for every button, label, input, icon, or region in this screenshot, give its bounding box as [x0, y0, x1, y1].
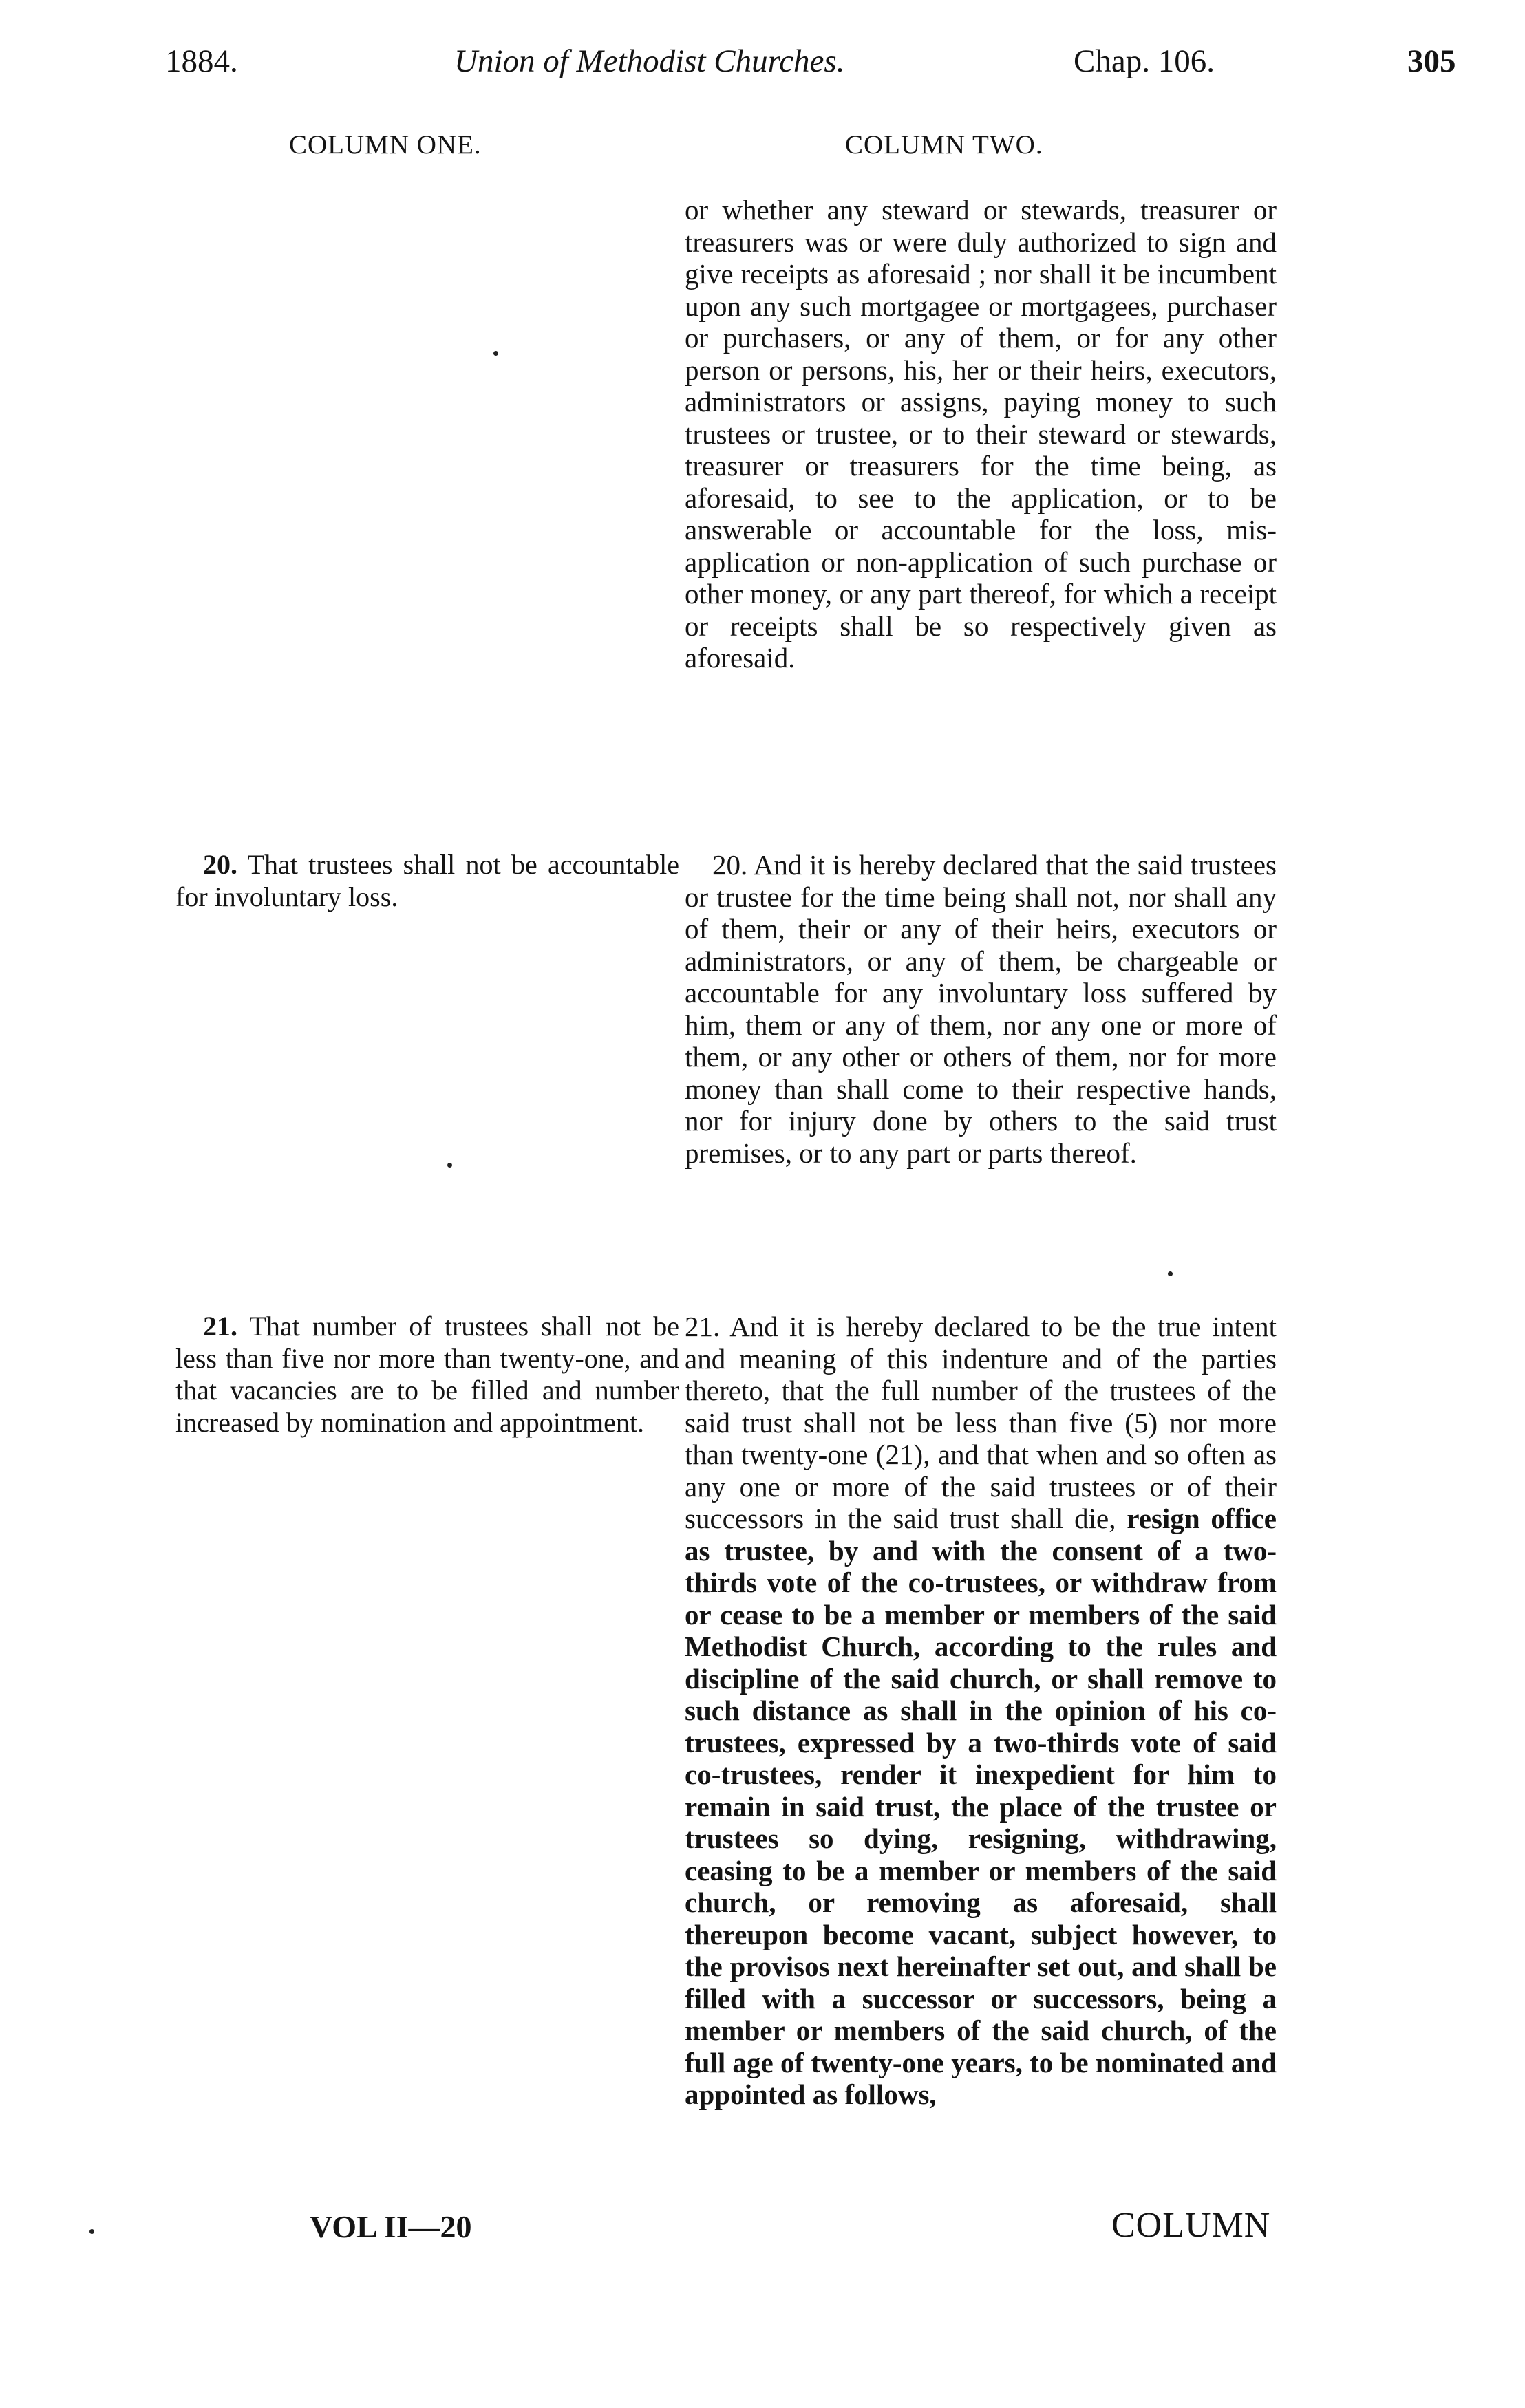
section-20-number: 20.	[203, 849, 237, 880]
section-21-paragraph-heavy: resign office as trustee, by and with the consent of a two-thirds vote of the co-trustees, or withdraw from or cease to be a member or members of the said Methodist Church, according to the rules and discipline of the said church, or shall remove to such distance as shall in the opinion of his co-trustees, expressed by a two-thirds vote of said co-trustees, render it inexpedient for him to remain in said trust, the place of the trustee or trustees so dying, resigning, withdrawing, ceasing to be a member or members of the said church, or removing as aforesaid, shall thereupon become vacant, subject however, to the provisos next hereinafter set out, and shall be filled with a successor or successors, being a member or members of the said church, of the full age of twenty-one years, to be nominated and appointed as follows,	[685, 1503, 1277, 2110]
continuation-text	[685, 194, 1277, 674]
column-one-heading: COLUMN ONE.	[289, 130, 482, 160]
section-21-number: 21.	[203, 1311, 237, 1342]
scan-speck	[447, 1163, 452, 1168]
section-20-text	[685, 849, 1277, 1169]
continuation-paragraph: or whether any steward or stewards, treasurer or treasurers was or were duly authorized to sign and give receipts as aforesaid ; nor shall it be incumbent upon any such mortgagee or mortgagees, purchaser or purchasers, or any of them, or for any other person or persons, his, her or their heirs, executors, administrators or assigns, paying money to such trustees or trustee, or to their steward or stewards, treasurer or treasurers for the time being, as aforesaid, to see to the application, or to be answerable or accountable for the loss, mis-application or non-application of such purchase or other money, or any part thereof, for which a receipt or receipts shall be so respectively given as aforesaid.	[685, 194, 1277, 674]
scan-speck	[1168, 1271, 1173, 1276]
section-20-margin-note	[175, 849, 679, 913]
scan-speck	[89, 2229, 94, 2234]
header-year: 1884.	[165, 43, 238, 79]
header-chapter: Chap. 106.	[1074, 43, 1215, 79]
column-two-heading: COLUMN TWO.	[845, 130, 1043, 160]
header-title: Union of Methodist Churches.	[454, 43, 845, 79]
section-20-note: That trustees shall not be accountable for involuntary loss.	[175, 849, 680, 912]
signature-mark: VOL II—20	[310, 2209, 472, 2244]
page-number: 305	[1407, 43, 1456, 79]
section-21-margin-note	[175, 1311, 679, 1439]
catchword: COLUMN	[1111, 2206, 1271, 2245]
section-21-text	[685, 1311, 1277, 2111]
scan-speck	[493, 351, 498, 356]
section-20-paragraph: 20. And it is hereby declared that the said trustees or trustee for the time being shall not, nor shall any of them, their or any of their heirs, executors or administrators, or any of them, be chargeable or accountable for any involuntary loss suffered by him, them or any of them, nor any one or more of them, or any other or others of them, nor for more money than shall come to their respective hands, nor for injury done by others to the said trust premises, or to any part or parts thereof.	[685, 849, 1277, 1169]
section-21-note: That number of trustees shall not be less than five nor more than twenty-one, and that vacancies are to be filled and number increased by nomination and appointment.	[175, 1311, 679, 1438]
section-21-paragraph-light: 21. And it is hereby declared to be the true intent and meaning of this indenture and of the parties thereto, that the full number of the trustees of the said trust shall not be less than five (5) nor more than twenty-one (21), and that when and so often as any one or more of the said trustees or of their successors in the said trust shall die,	[685, 1311, 1277, 1534]
running-header	[165, 43, 1459, 91]
